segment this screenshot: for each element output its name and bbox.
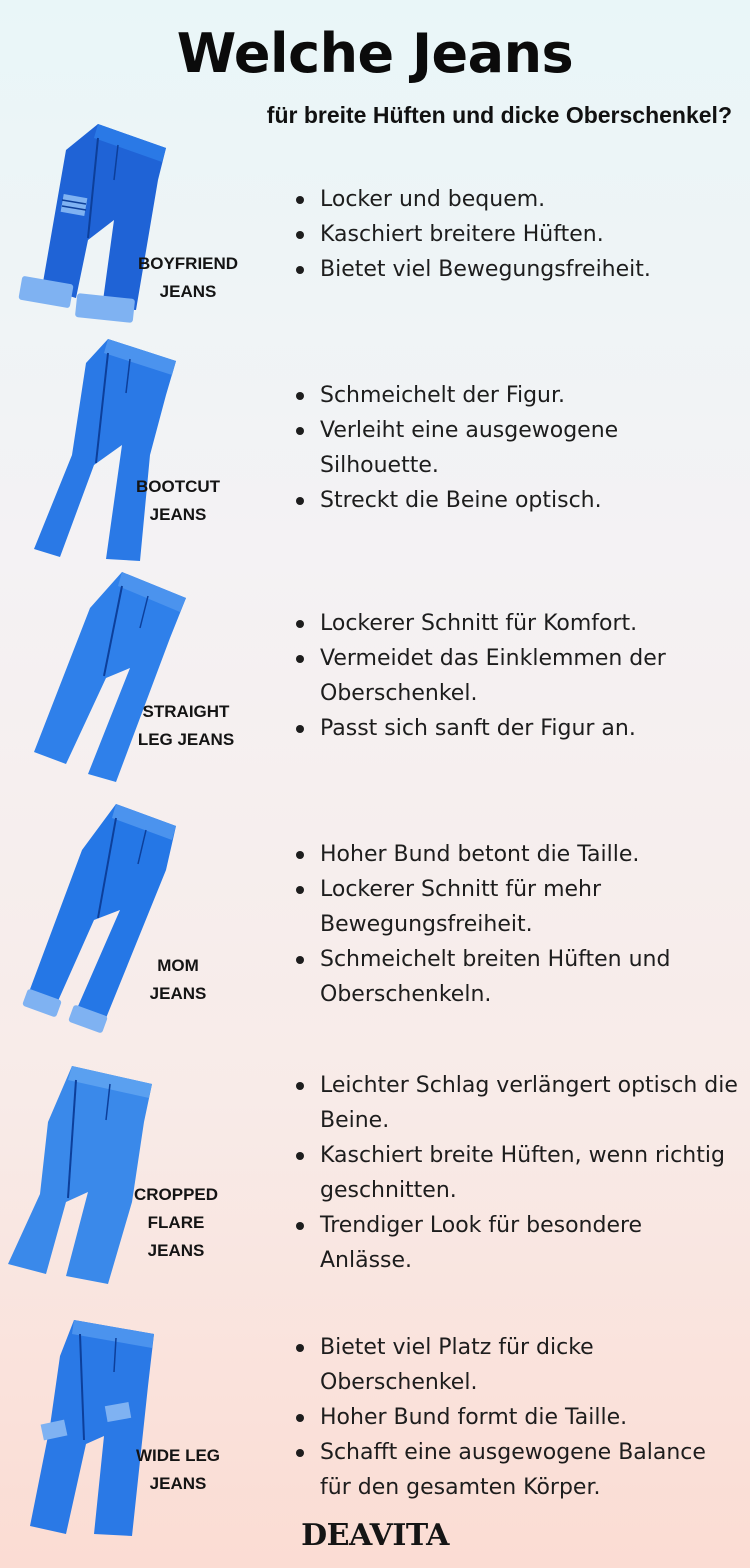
feature-item: Trendiger Look für besondere Anlässe. bbox=[290, 1208, 740, 1278]
jeans-name-line: LEG JEANS bbox=[137, 730, 235, 749]
feature-item: Vermeidet das Einklemmen der Oberschenkel. bbox=[290, 641, 740, 711]
bootcut-jeans-icon bbox=[30, 335, 180, 565]
page-title: Welche Jeans bbox=[176, 22, 574, 85]
jeans-name-line: CROPPED bbox=[133, 1185, 219, 1204]
feature-item: Kaschiert breite Hüften, wenn richtig geschnitten. bbox=[290, 1138, 740, 1208]
feature-item: Kaschiert breitere Hüften. bbox=[290, 217, 740, 252]
jeans-name bbox=[128, 250, 248, 306]
jeans-name-line: JEANS bbox=[149, 1474, 207, 1493]
feature-item: Streckt die Beine optisch. bbox=[290, 483, 740, 518]
feature-list bbox=[290, 606, 740, 746]
feature-item: Passt sich sanft der Figur an. bbox=[290, 711, 740, 746]
feature-list bbox=[290, 1330, 740, 1505]
jeans-name-line: WIDE LEG bbox=[135, 1446, 221, 1465]
jeans-name bbox=[118, 473, 238, 529]
jeans-name-line: JEANS bbox=[159, 282, 217, 301]
jeans-name-line: BOYFRIEND bbox=[137, 254, 239, 273]
page-subtitle: für breite Hüften und dicke Oberschenkel? bbox=[266, 102, 732, 128]
feature-item: Verleiht eine ausgewogene Silhouette. bbox=[290, 413, 740, 483]
feature-list bbox=[290, 837, 740, 1012]
feature-list bbox=[290, 1068, 740, 1278]
feature-item: Lockerer Schnitt für mehr Bewegungsfreiheit. bbox=[290, 872, 740, 942]
feature-item: Schafft eine ausgewogene Balance für den gesamten Körper. bbox=[290, 1435, 740, 1505]
jeans-name-line: JEANS bbox=[147, 1241, 205, 1260]
feature-item: Schmeichelt breiten Hüften und Oberschenkeln. bbox=[290, 942, 740, 1012]
jeans-name-line: MOM bbox=[157, 956, 199, 975]
jeans-name-line: JEANS bbox=[149, 984, 207, 1003]
feature-item: Bietet viel Bewegungsfreiheit. bbox=[290, 252, 740, 287]
feature-item: Hoher Bund formt die Taille. bbox=[290, 1400, 740, 1435]
feature-list bbox=[290, 182, 740, 287]
feature-item: Leichter Schlag verlängert optisch die Beine. bbox=[290, 1068, 740, 1138]
feature-list bbox=[290, 378, 740, 518]
jeans-name bbox=[118, 952, 238, 1008]
feature-item: Lockerer Schnitt für Komfort. bbox=[290, 606, 740, 641]
feature-item: Bietet viel Platz für dicke Oberschenkel. bbox=[290, 1330, 740, 1400]
straight-leg-jeans-icon bbox=[30, 568, 190, 788]
jeans-name-line: JEANS bbox=[149, 505, 207, 524]
feature-item: Locker und bequem. bbox=[290, 182, 740, 217]
jeans-name-line: BOOTCUT bbox=[135, 477, 221, 496]
jeans-name bbox=[116, 1181, 236, 1265]
jeans-name bbox=[118, 1442, 238, 1498]
feature-item: Schmeichelt der Figur. bbox=[290, 378, 740, 413]
jeans-name-line: STRAIGHT bbox=[142, 702, 230, 721]
jeans-name bbox=[126, 698, 246, 754]
feature-item: Hoher Bund betont die Taille. bbox=[290, 837, 740, 872]
jeans-name-line: FLARE bbox=[147, 1213, 205, 1232]
wide-leg-jeans-icon bbox=[28, 1316, 158, 1541]
brand-logo: DEAVITA bbox=[301, 1518, 449, 1553]
